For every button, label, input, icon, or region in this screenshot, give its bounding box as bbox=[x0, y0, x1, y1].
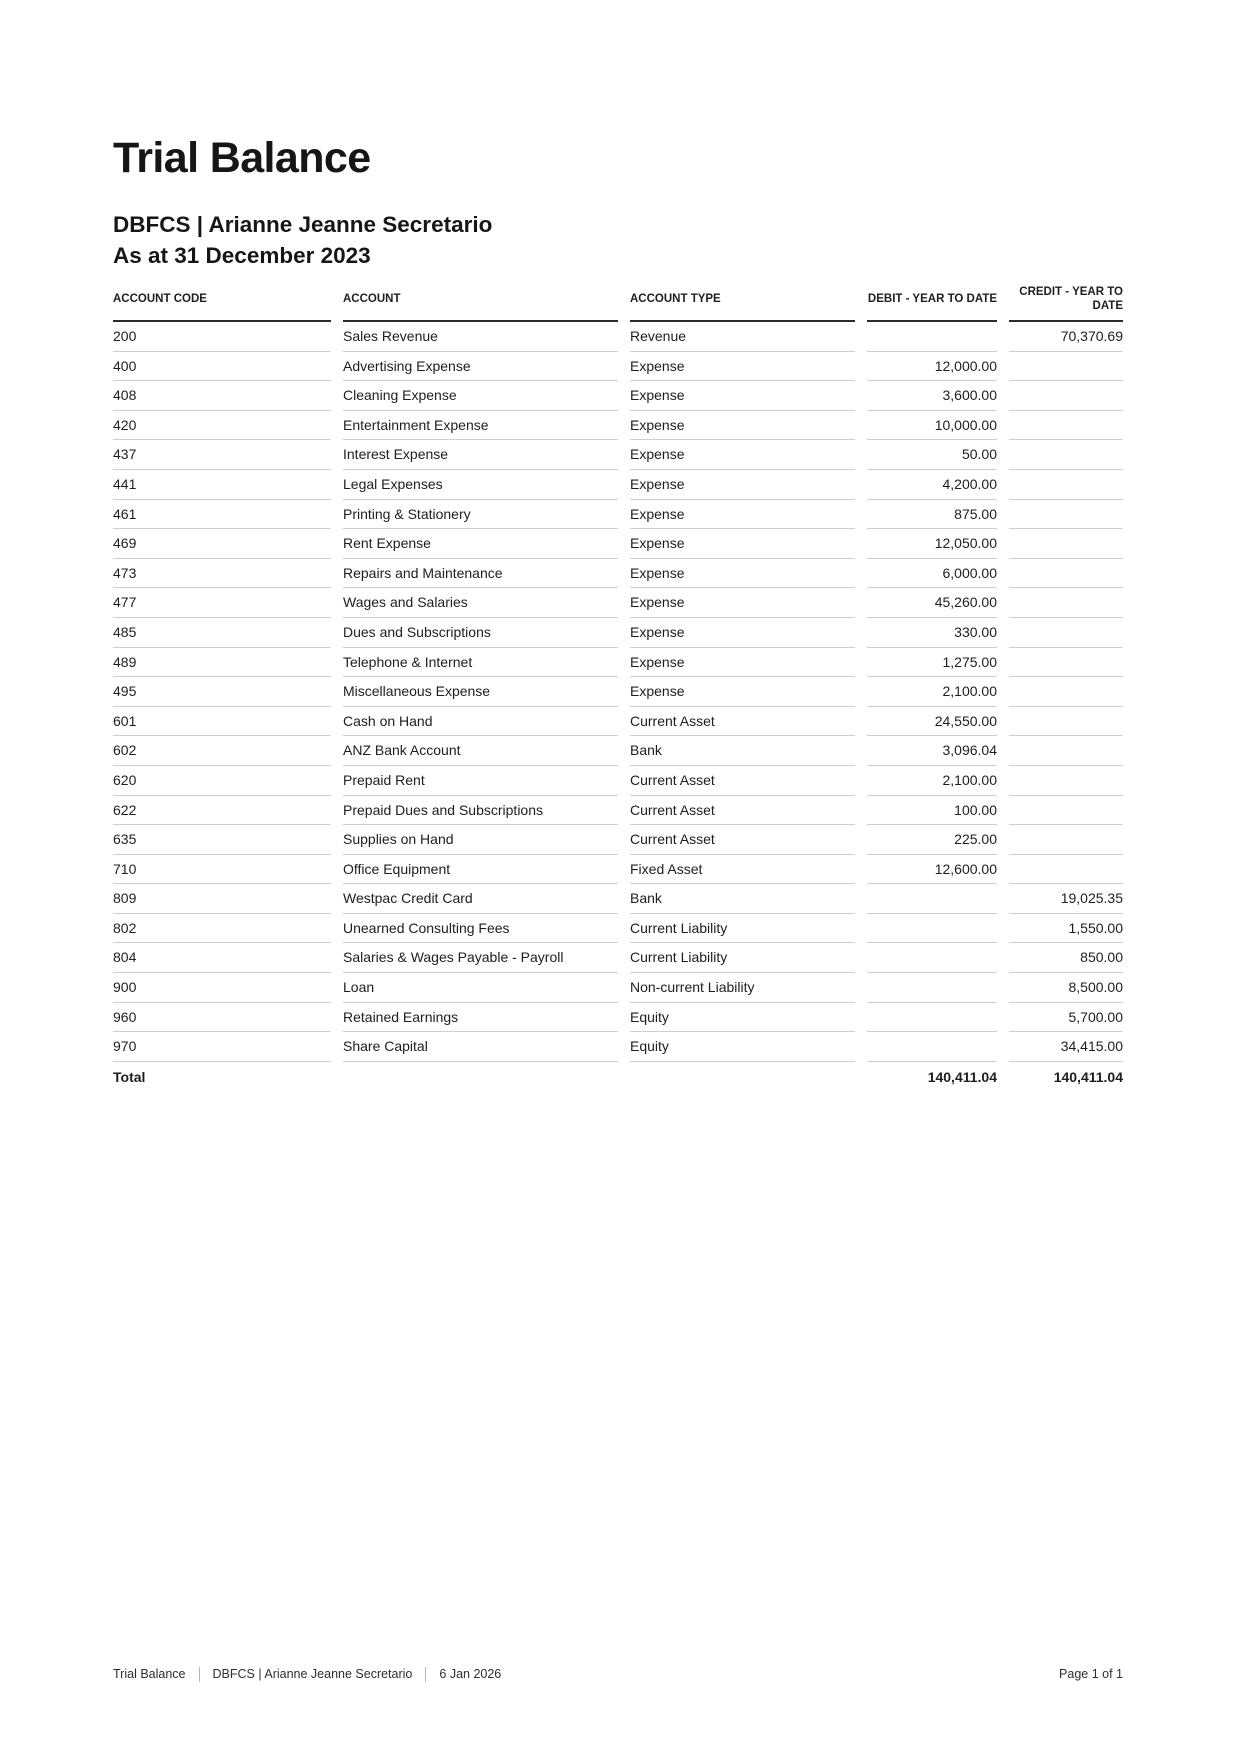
credit-ytd-cell bbox=[1009, 855, 1123, 885]
account-code-cell: 620 bbox=[113, 766, 331, 796]
footer-org-name: DBFCS | Arianne Jeanne Secretario bbox=[212, 1667, 413, 1681]
account-code-cell: 473 bbox=[113, 559, 331, 589]
account-code-cell: 602 bbox=[113, 736, 331, 766]
report-date-line: As at 31 December 2023 bbox=[113, 243, 371, 268]
column-header-account-type: ACCOUNT TYPE bbox=[630, 279, 855, 322]
account-type-cell: Expense bbox=[630, 648, 855, 678]
account-type-cell: Expense bbox=[630, 470, 855, 500]
debit-ytd-cell: 12,050.00 bbox=[867, 529, 997, 559]
credit-ytd-cell: 8,500.00 bbox=[1009, 973, 1123, 1003]
debit-ytd-cell: 100.00 bbox=[867, 796, 997, 826]
table-row bbox=[113, 766, 1123, 796]
org-name-line: DBFCS | Arianne Jeanne Secretario bbox=[113, 212, 493, 237]
account-name-cell: Interest Expense bbox=[343, 440, 618, 470]
table-row bbox=[113, 470, 1123, 500]
total-debit-value: 140,411.04 bbox=[927, 1068, 997, 1085]
account-name-cell: Legal Expenses bbox=[343, 470, 618, 500]
account-type-cell: Expense bbox=[630, 352, 855, 382]
account-name-cell: Unearned Consulting Fees bbox=[343, 914, 618, 944]
table-row bbox=[113, 1032, 1123, 1062]
table-footer bbox=[113, 1062, 1123, 1093]
credit-ytd-cell bbox=[1009, 648, 1123, 678]
debit-ytd-cell: 45,260.00 bbox=[867, 588, 997, 618]
account-code-cell: 200 bbox=[113, 322, 331, 352]
credit-ytd-cell: 5,700.00 bbox=[1009, 1003, 1123, 1033]
debit-ytd-cell: 3,600.00 bbox=[867, 381, 997, 411]
trial-balance-table bbox=[101, 279, 1135, 1092]
table-row bbox=[113, 559, 1123, 589]
account-type-cell: Bank bbox=[630, 884, 855, 914]
table-row bbox=[113, 322, 1123, 352]
account-type-cell: Non-current Liability bbox=[630, 973, 855, 1003]
debit-ytd-cell: 2,100.00 bbox=[867, 766, 997, 796]
credit-ytd-cell: 1,550.00 bbox=[1009, 914, 1123, 944]
account-type-cell: Expense bbox=[630, 411, 855, 441]
debit-ytd-cell: 330.00 bbox=[867, 618, 997, 648]
debit-ytd-cell: 4,200.00 bbox=[867, 470, 997, 500]
account-type-cell: Revenue bbox=[630, 322, 855, 352]
account-code-cell: 809 bbox=[113, 884, 331, 914]
account-type-cell: Expense bbox=[630, 618, 855, 648]
table-row bbox=[113, 825, 1123, 855]
table-row bbox=[113, 529, 1123, 559]
account-type-cell: Bank bbox=[630, 736, 855, 766]
account-name-cell: Prepaid Rent bbox=[343, 766, 618, 796]
total-row bbox=[113, 1062, 1123, 1093]
account-type-cell: Equity bbox=[630, 1003, 855, 1033]
table-row bbox=[113, 411, 1123, 441]
debit-ytd-cell bbox=[867, 943, 997, 973]
footer-page-number: Page 1 of 1 bbox=[1059, 1667, 1123, 1681]
debit-ytd-cell: 12,600.00 bbox=[867, 855, 997, 885]
column-header-account: ACCOUNT bbox=[343, 279, 618, 322]
account-name-cell: Supplies on Hand bbox=[343, 825, 618, 855]
table-row bbox=[113, 855, 1123, 885]
account-code-cell: 710 bbox=[113, 855, 331, 885]
credit-ytd-cell: 850.00 bbox=[1009, 943, 1123, 973]
account-name-cell: Advertising Expense bbox=[343, 352, 618, 382]
account-name-cell: Office Equipment bbox=[343, 855, 618, 885]
report-title: Trial Balance bbox=[113, 134, 371, 182]
account-code-cell: 437 bbox=[113, 440, 331, 470]
total-credit-value: 140,411.04 bbox=[1053, 1068, 1123, 1085]
credit-ytd-cell bbox=[1009, 559, 1123, 589]
credit-ytd-cell bbox=[1009, 470, 1123, 500]
credit-ytd-cell bbox=[1009, 529, 1123, 559]
account-type-cell: Expense bbox=[630, 440, 855, 470]
debit-ytd-cell bbox=[867, 914, 997, 944]
table-row bbox=[113, 884, 1123, 914]
credit-ytd-cell bbox=[1009, 736, 1123, 766]
account-name-cell: Cash on Hand bbox=[343, 707, 618, 737]
account-name-cell: ANZ Bank Account bbox=[343, 736, 618, 766]
credit-ytd-cell bbox=[1009, 500, 1123, 530]
table-row bbox=[113, 914, 1123, 944]
account-code-cell: 635 bbox=[113, 825, 331, 855]
account-type-cell: Expense bbox=[630, 588, 855, 618]
table-row bbox=[113, 440, 1123, 470]
debit-ytd-cell bbox=[867, 1032, 997, 1062]
account-type-cell: Expense bbox=[630, 381, 855, 411]
account-name-cell: Printing & Stationery bbox=[343, 500, 618, 530]
debit-ytd-cell bbox=[867, 322, 997, 352]
table-row bbox=[113, 618, 1123, 648]
account-code-cell: 900 bbox=[113, 973, 331, 1003]
debit-ytd-cell: 1,275.00 bbox=[867, 648, 997, 678]
table-row bbox=[113, 381, 1123, 411]
account-type-cell: Expense bbox=[630, 529, 855, 559]
column-header-credit-ytd: CREDIT - YEAR TO DATE bbox=[1009, 279, 1123, 322]
debit-ytd-cell bbox=[867, 1003, 997, 1033]
credit-ytd-cell: 34,415.00 bbox=[1009, 1032, 1123, 1062]
account-name-cell: Rent Expense bbox=[343, 529, 618, 559]
account-name-cell: Sales Revenue bbox=[343, 322, 618, 352]
table-row bbox=[113, 500, 1123, 530]
table-header bbox=[113, 279, 1123, 322]
footer-report-name: Trial Balance bbox=[113, 1667, 186, 1681]
table-row bbox=[113, 588, 1123, 618]
account-code-cell: 601 bbox=[113, 707, 331, 737]
debit-ytd-cell bbox=[867, 973, 997, 1003]
total-spacer bbox=[343, 1062, 618, 1093]
account-name-cell: Wages and Salaries bbox=[343, 588, 618, 618]
account-code-cell: 485 bbox=[113, 618, 331, 648]
account-type-cell: Expense bbox=[630, 500, 855, 530]
table-row bbox=[113, 736, 1123, 766]
account-type-cell: Equity bbox=[630, 1032, 855, 1062]
debit-ytd-cell: 225.00 bbox=[867, 825, 997, 855]
account-type-cell: Current Liability bbox=[630, 914, 855, 944]
table-row bbox=[113, 796, 1123, 826]
account-name-cell: Telephone & Internet bbox=[343, 648, 618, 678]
debit-ytd-cell: 875.00 bbox=[867, 500, 997, 530]
table-row bbox=[113, 707, 1123, 737]
account-name-cell: Prepaid Dues and Subscriptions bbox=[343, 796, 618, 826]
account-name-cell: Salaries & Wages Payable - Payroll bbox=[343, 943, 618, 973]
account-name-cell: Dues and Subscriptions bbox=[343, 618, 618, 648]
table-row bbox=[113, 943, 1123, 973]
account-code-cell: 461 bbox=[113, 500, 331, 530]
account-type-cell: Current Asset bbox=[630, 825, 855, 855]
account-code-cell: 408 bbox=[113, 381, 331, 411]
account-type-cell: Fixed Asset bbox=[630, 855, 855, 885]
credit-ytd-cell bbox=[1009, 796, 1123, 826]
debit-ytd-cell: 12,000.00 bbox=[867, 352, 997, 382]
credit-ytd-cell bbox=[1009, 352, 1123, 382]
account-name-cell: Repairs and Maintenance bbox=[343, 559, 618, 589]
credit-ytd-cell bbox=[1009, 381, 1123, 411]
table-row bbox=[113, 1003, 1123, 1033]
debit-ytd-cell: 2,100.00 bbox=[867, 677, 997, 707]
credit-ytd-cell: 19,025.35 bbox=[1009, 884, 1123, 914]
account-type-cell: Expense bbox=[630, 677, 855, 707]
table-row bbox=[113, 648, 1123, 678]
column-header-account-code: ACCOUNT CODE bbox=[113, 279, 331, 322]
table-body bbox=[113, 322, 1123, 1062]
account-name-cell: Loan bbox=[343, 973, 618, 1003]
account-code-cell: 441 bbox=[113, 470, 331, 500]
account-type-cell: Current Asset bbox=[630, 766, 855, 796]
footer-divider bbox=[425, 1667, 426, 1682]
account-name-cell: Share Capital bbox=[343, 1032, 618, 1062]
report-subtitle-block bbox=[113, 209, 1123, 271]
debit-ytd-cell bbox=[867, 884, 997, 914]
total-spacer bbox=[630, 1062, 855, 1093]
account-type-cell: Current Liability bbox=[630, 943, 855, 973]
column-header-debit-ytd: DEBIT - YEAR TO DATE bbox=[867, 279, 997, 322]
account-code-cell: 477 bbox=[113, 588, 331, 618]
debit-ytd-cell: 50.00 bbox=[867, 440, 997, 470]
account-type-cell: Expense bbox=[630, 559, 855, 589]
account-code-cell: 400 bbox=[113, 352, 331, 382]
account-code-cell: 622 bbox=[113, 796, 331, 826]
account-name-cell: Retained Earnings bbox=[343, 1003, 618, 1033]
account-code-cell: 970 bbox=[113, 1032, 331, 1062]
table-header-row bbox=[113, 279, 1123, 322]
footer-date: 6 Jan 2026 bbox=[439, 1667, 502, 1681]
credit-ytd-cell bbox=[1009, 677, 1123, 707]
account-code-cell: 802 bbox=[113, 914, 331, 944]
account-name-cell: Entertainment Expense bbox=[343, 411, 618, 441]
table-row bbox=[113, 677, 1123, 707]
account-code-cell: 960 bbox=[113, 1003, 331, 1033]
account-code-cell: 420 bbox=[113, 411, 331, 441]
credit-ytd-cell bbox=[1009, 825, 1123, 855]
footer-divider bbox=[199, 1667, 200, 1682]
debit-ytd-cell: 10,000.00 bbox=[867, 411, 997, 441]
account-code-cell: 804 bbox=[113, 943, 331, 973]
account-type-cell: Current Asset bbox=[630, 707, 855, 737]
page-footer bbox=[113, 1667, 1123, 1682]
credit-ytd-cell bbox=[1009, 588, 1123, 618]
account-code-cell: 489 bbox=[113, 648, 331, 678]
account-type-cell: Current Asset bbox=[630, 796, 855, 826]
credit-ytd-cell: 70,370.69 bbox=[1009, 322, 1123, 352]
debit-ytd-cell: 3,096.04 bbox=[867, 736, 997, 766]
account-name-cell: Miscellaneous Expense bbox=[343, 677, 618, 707]
total-label: Total bbox=[113, 1068, 146, 1085]
account-code-cell: 495 bbox=[113, 677, 331, 707]
table-row bbox=[113, 352, 1123, 382]
credit-ytd-cell bbox=[1009, 440, 1123, 470]
debit-ytd-cell: 6,000.00 bbox=[867, 559, 997, 589]
credit-ytd-cell bbox=[1009, 707, 1123, 737]
debit-ytd-cell: 24,550.00 bbox=[867, 707, 997, 737]
credit-ytd-cell bbox=[1009, 618, 1123, 648]
account-code-cell: 469 bbox=[113, 529, 331, 559]
account-name-cell: Westpac Credit Card bbox=[343, 884, 618, 914]
account-name-cell: Cleaning Expense bbox=[343, 381, 618, 411]
table-row bbox=[113, 973, 1123, 1003]
credit-ytd-cell bbox=[1009, 766, 1123, 796]
credit-ytd-cell bbox=[1009, 411, 1123, 441]
